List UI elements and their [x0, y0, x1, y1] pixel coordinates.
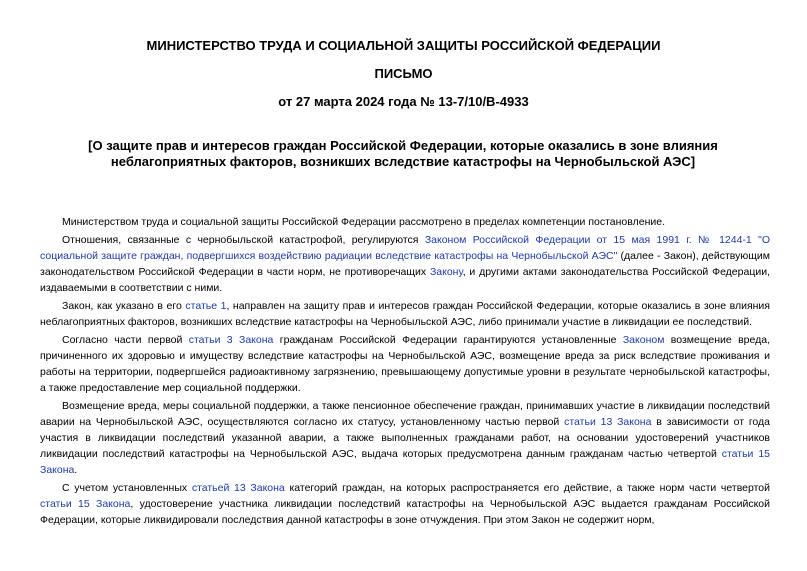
paragraph-4 — [40, 332, 770, 396]
article-15-link[interactable]: статьи 15 Закона — [40, 498, 131, 510]
article-1-link[interactable]: статье 1 — [185, 300, 227, 312]
paragraph-text: Возмещение вреда, меры социальной поддержки, а также пенсионное обеспечение граждан, принимавших участие в ликвидации последствий аварии на Чернобыльской АЭС, осуществляются согласно их статусу, установленному частью первой — [40, 400, 770, 428]
paragraph-text: Министерством труда и социальной защиты Российской Федерации рассмотрено в пределах компетенции постановление. — [62, 216, 665, 228]
law-link[interactable]: Закону — [429, 266, 463, 278]
paragraph-text: С учетом установленных — [62, 482, 192, 494]
paragraph-text: , и другими актами законодательства Российской Федерации, издаваемыми в соответствии с ними. — [40, 266, 770, 294]
paragraph-text: (далее - Закон), действующим законодательством Российской Федерации в части норм, не противоречащих — [40, 250, 771, 278]
paragraph-text: Закон, как указано в его — [62, 300, 186, 312]
paragraph-3 — [40, 298, 770, 330]
paragraph-text: категорий граждан, на которых распространяется его действие, а также норм части четвертой — [284, 482, 771, 494]
paragraph-text: возмещение вреда, причиненного их здоровью и имуществу вследствие катастрофы на Чернобыльской АЭС, возмещение вреда за риск вследствие проживания и работы на территории, подвергшейся радиоактивному загрязнению, превышающему допустимые уровни в результате чернобыльской катастрофы, а также предоставление мер социальной поддержки. — [40, 334, 770, 394]
law-link[interactable]: Законом — [622, 334, 665, 346]
paragraph-text: . — [74, 464, 78, 476]
paragraph-text: Согласно части первой — [62, 334, 189, 346]
paragraph-text: Отношения, связанные с чернобыльской катастрофой, регулируются — [62, 234, 425, 246]
article-15-link[interactable]: статьи 15 Закона — [40, 448, 770, 476]
article-13-link[interactable]: статьей 13 Закона — [191, 482, 285, 494]
paragraph-2 — [40, 232, 770, 296]
document-body — [40, 214, 770, 530]
document-type: ПИСЬМО — [374, 66, 433, 81]
paragraph-text: в зависимости от года участия в ликвидации последствий указанной аварии, а также выполненных гражданами работ, на основании удостоверений участников ликвидации последствий катастрофы на Чернобыльской АЭС, выдача которых предусмотрена данным гражданам частью четвертой — [40, 416, 770, 460]
law-1244-1-link[interactable]: Законом Российской Федерации от 15 мая 1991 г. № 1244-1 "О социальной защите граждан, подвергшихся воздействию радиации вследствие катастрофы на Чернобыльской АЭС" — [40, 234, 770, 262]
paragraph-6 — [40, 480, 770, 528]
document-date-number: от 27 марта 2024 года № 13-7/10/В-4933 — [278, 94, 529, 109]
article-13-link[interactable]: статьи 13 Закона — [564, 416, 652, 428]
paragraph-5 — [40, 398, 770, 478]
ministry-title: МИНИСТЕРСТВО ТРУДА И СОЦИАЛЬНОЙ ЗАЩИТЫ РОССИЙСКОЙ ФЕДЕРАЦИИ — [146, 38, 661, 53]
paragraph-text: , направлен на защиту прав и интересов граждан Российской Федерации, которые оказались в зоне влияния неблагоприятных факторов, возникших вследствие катастрофы на Чернобыльской АЭС, либо принимали участие в ликвидации ее последствий. — [40, 300, 770, 328]
paragraph-text: , удостоверение участника ликвидации последствий катастрофы на Чернобыльской АЭС выдается гражданам Российской Федерации, которые ликвидировали последствия данной катастрофы в зоне отчуждения. При этом Закон не содержит норм, — [40, 498, 770, 526]
article-3-link[interactable]: статьи 3 Закона — [188, 334, 274, 346]
paragraph-text: гражданам Российской Федерации гарантируются установленные — [273, 334, 623, 346]
document-subject: [О защите прав и интересов граждан Российской Федерации, которые оказались в зоне влияния неблагоприятных факторов, возникших вследствие катастрофы на Чернобыльской АЭС] — [88, 138, 718, 169]
paragraph-1 — [40, 214, 770, 230]
